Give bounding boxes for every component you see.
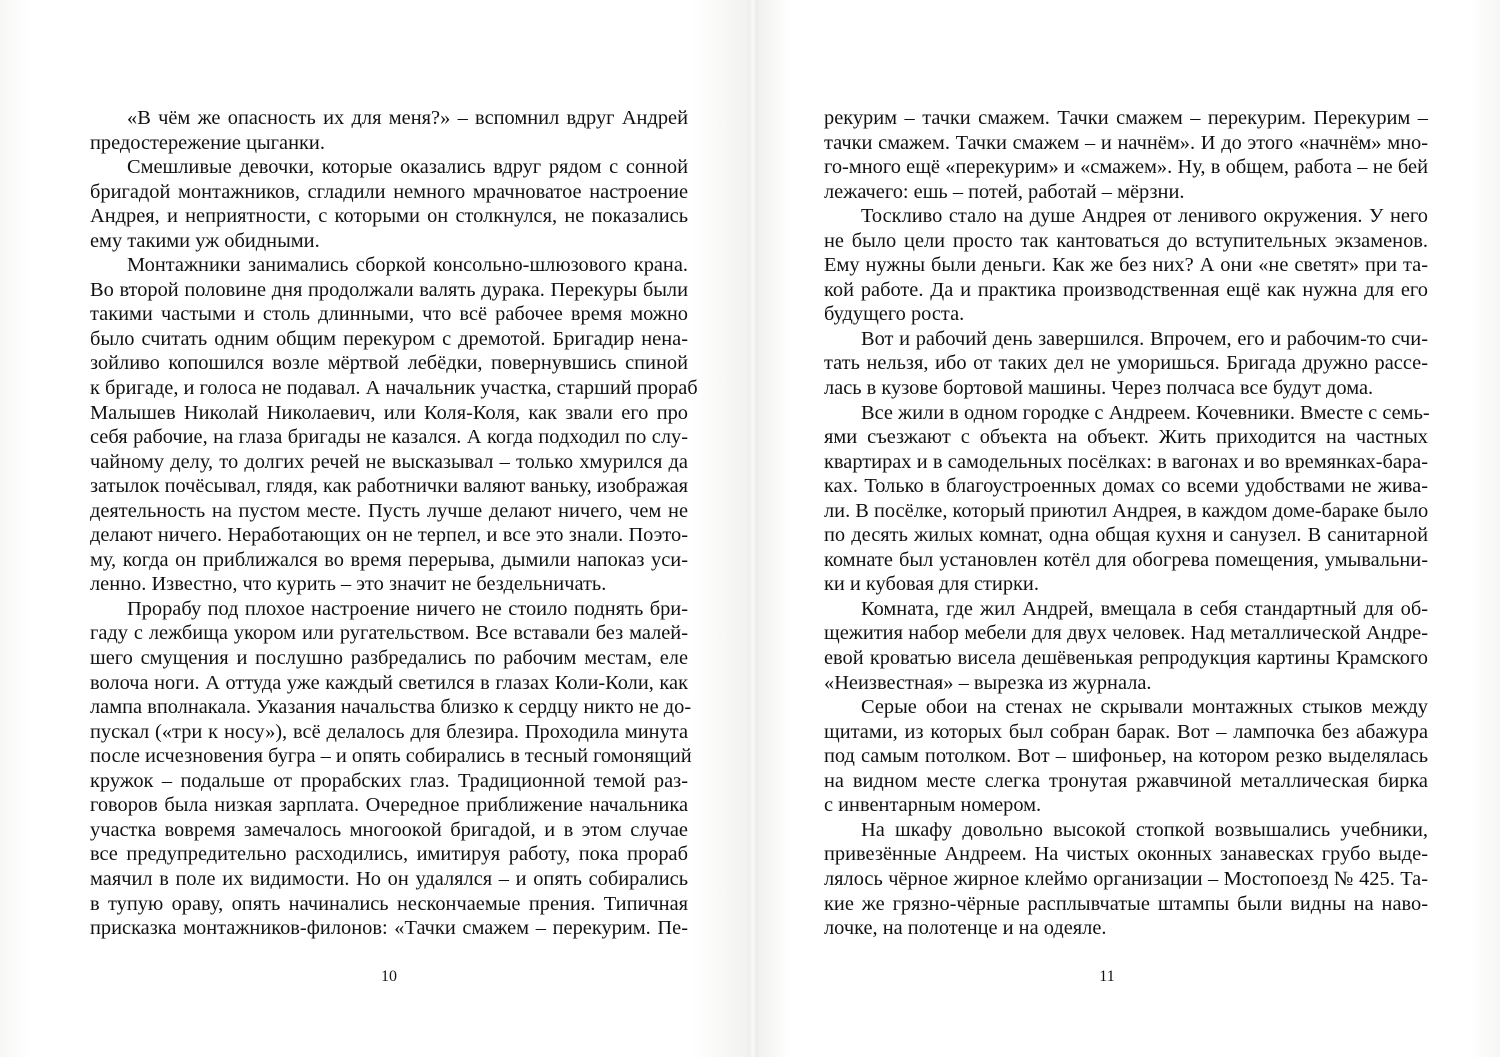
text-line: евой кроватью висела дешёвенькая репродукция картины Крамского	[824, 647, 1428, 670]
text-line: ли. В посёлке, который приютил Андрея, в каждом доме-бараке было	[824, 499, 1429, 522]
text-line: тачки смажем. Тачки смажем – и начнём». И до этого «начнём» мно-	[824, 131, 1428, 154]
text-line: привезённые Андреем. На чистых оконных занавесках грубо выде-	[824, 843, 1428, 866]
text-line: Смешливые девочки, которые оказались вдруг рядом с сонной	[127, 156, 688, 179]
text-line: «В чём же опасность их для меня?» – вспомнил вдруг Андрей	[127, 107, 688, 129]
text-line: лампа вполнакала. Указания начальства близко к сердцу никто не до-	[90, 696, 692, 719]
text-line: ленно. Известно, что курить – это значит не бездельничать.	[90, 573, 607, 596]
text-line: Все жили в одном городке с Андреем. Кочевники. Вместе с семь-	[861, 401, 1430, 424]
text-line: тать нельзя, ибо от таких дел не уморишься. Бригада дружно рассе-	[824, 352, 1428, 375]
text-line: маячил в поле их видимости. Но он удалялся – и опять собирались	[90, 867, 688, 890]
text-line: Прорабу под плохое настроение ничего не стоило поднять бри-	[127, 597, 688, 620]
text-line: Во второй половине дня продолжали валять дурака. Перекуры были	[90, 278, 688, 301]
text-line: «Неизвестная» – вырезка из журнала.	[824, 671, 1152, 694]
text-line: щежития набор мебели для двух человек. Над металлической Андре-	[824, 622, 1428, 645]
text-line: Вот и рабочий день завершился. Впрочем, его и рабочим-то счи-	[861, 327, 1428, 350]
text-line: ему такими уж обидными.	[90, 229, 320, 252]
right-page	[752, 0, 1500, 1057]
text-line: лочке, на полотенце и на одеяле.	[824, 917, 1107, 940]
text-line: было считать одним общим перекуром с дремотой. Бригадир нена-	[90, 327, 688, 350]
text-line: все предупредительно расходились, имитируя работу, пока прораб	[90, 843, 688, 866]
text-line: не было цели просто так кантоваться до вступительных экзаменов.	[824, 229, 1428, 252]
text-line: предостережение цыганки.	[90, 131, 325, 154]
text-line: Тоскливо стало на душе Андрея от ленивого окружения. У него	[861, 205, 1428, 228]
text-line: На шкафу довольно высокой стопкой возвышались учебники,	[861, 818, 1428, 841]
text-line: кие же грязно-чёрные расплывчатые штампы были видны на наво-	[824, 892, 1428, 915]
text-line: пускал («три к носу»), всё делалось для блезира. Проходила минута	[90, 720, 688, 743]
text-line: лась в кузове бортовой машины. Через полчаса все будут дома.	[824, 377, 1374, 400]
book-gutter	[748, 0, 758, 1057]
text-line: лялось чёрное жирное клеймо организации – Мостопоезд № 425. Та-	[824, 867, 1428, 890]
text-line: гаду с лежбища укором или ругательством. Все вставали без малей-	[90, 622, 688, 645]
text-line: говоров была низкая зарплата. Очередное приближение начальника	[90, 794, 688, 817]
left-page-text	[90, 106, 698, 941]
text-line: ках. Только в благоустроенных домах со всеми удобствами не жива-	[824, 475, 1428, 498]
text-line: чайному делу, то долгих речей не высказывал – только хмурился да	[90, 450, 688, 473]
text-line: го-много ещё «перекурим» и «смажем». Ну, в общем, работа – не бей	[824, 156, 1428, 179]
text-line: затылок почёсывал, глядя, как работнички валяют ваньку, изображая	[90, 475, 688, 498]
text-line: под самым потолком. Вот – шифоньер, на котором резко выделялась	[824, 745, 1428, 768]
right-page-text	[824, 106, 1428, 941]
text-line: такими частыми и столь длинными, что всё рабочее время можно	[90, 303, 688, 326]
text-line: Комната, где жил Андрей, вмещала в себя стандартный для об-	[861, 597, 1428, 620]
text-line: кружок – подальше от прорабских глаз. Традиционной темой раз-	[90, 769, 688, 792]
text-line: себя рабочие, на глаза бригады не казался. А когда подходил по слу-	[90, 426, 688, 449]
text-line: комнате был установлен котёл для обогрева помещения, умывальни-	[824, 548, 1428, 571]
text-line: зойливо копошился возле мёртвой лебёдки, повернувшись спиной	[90, 352, 688, 375]
text-line: участка вовремя замечалось многоокой бригадой, и в этом случае	[90, 818, 688, 841]
right-page-number: 11	[1099, 968, 1115, 985]
text-line: рекурим – тачки смажем. Тачки смажем – перекурим. Перекурим –	[824, 107, 1428, 129]
text-line: бригадой монтажников, сгладили немного мрачноватое настроение	[90, 180, 688, 203]
text-line: шего смущения и послушно разбредались по рабочим местам, еле	[90, 647, 688, 670]
text-line: присказка монтажников-филонов: «Тачки смажем – перекурим. Пе-	[90, 917, 688, 940]
text-line: ки и кубовая для стирки.	[824, 573, 1039, 596]
text-line: ями съезжают с объекта на объект. Жить приходится на частных	[824, 426, 1428, 449]
text-line: по десять жилых комнат, одна общая кухня и санузел. В санитарной	[824, 524, 1428, 547]
text-line: с инвентарным номером.	[824, 794, 1042, 817]
text-line: Монтажники занимались сборкой консольно-шлюзового крана.	[127, 254, 688, 277]
left-page-number: 10	[381, 968, 397, 985]
text-line: в тупую ораву, опять начинались нескончаемые прения. Типичная	[90, 892, 688, 915]
text-line: Ему нужны были деньги. Как же без них? А они «не светят» при та-	[824, 254, 1428, 277]
text-line: квартирах и в самодельных посёлках: в вагонах и во времянках-бара-	[824, 450, 1428, 473]
text-line: Андрея, и неприятности, с которыми он столкнулся, не показались	[90, 205, 688, 228]
text-line: му, когда он приближался во время перерыва, дымили напоказ уси-	[90, 548, 688, 571]
text-line: после исчезновения бугра – и опять собирались в тесный гомонящий	[90, 745, 692, 768]
text-line: будущего роста.	[824, 303, 965, 326]
text-line: кой работе. Да и практика производственная ещё как нужна для его	[824, 278, 1428, 301]
text-line: щитами, из которых был собран барак. Вот – лампочка без абажура	[824, 720, 1428, 743]
text-line: лежачего: ешь – потей, работай – мёрзни.	[824, 180, 1185, 203]
text-line: на видном месте слегка тронутая ржавчиной металлическая бирка	[824, 769, 1428, 792]
text-line: Серые обои на стенах не скрывали монтажных стыков между	[861, 696, 1428, 719]
text-line: к бригаде, и голоса не подавал. А начальник участка, старший прораб	[90, 377, 698, 400]
text-line: делают ничего. Неработающих он не терпел, и все это знали. Поэто-	[90, 524, 688, 547]
text-line: Малышев Николай Николаевич, или Коля-Коля, как звали его про	[90, 401, 688, 424]
text-line: деятельность на пустом месте. Пусть лучше делают ничего, чем не	[90, 499, 688, 522]
text-line: волоча ноги. А оттуда уже каждый светился в глазах Коли-Коли, как	[90, 671, 688, 694]
